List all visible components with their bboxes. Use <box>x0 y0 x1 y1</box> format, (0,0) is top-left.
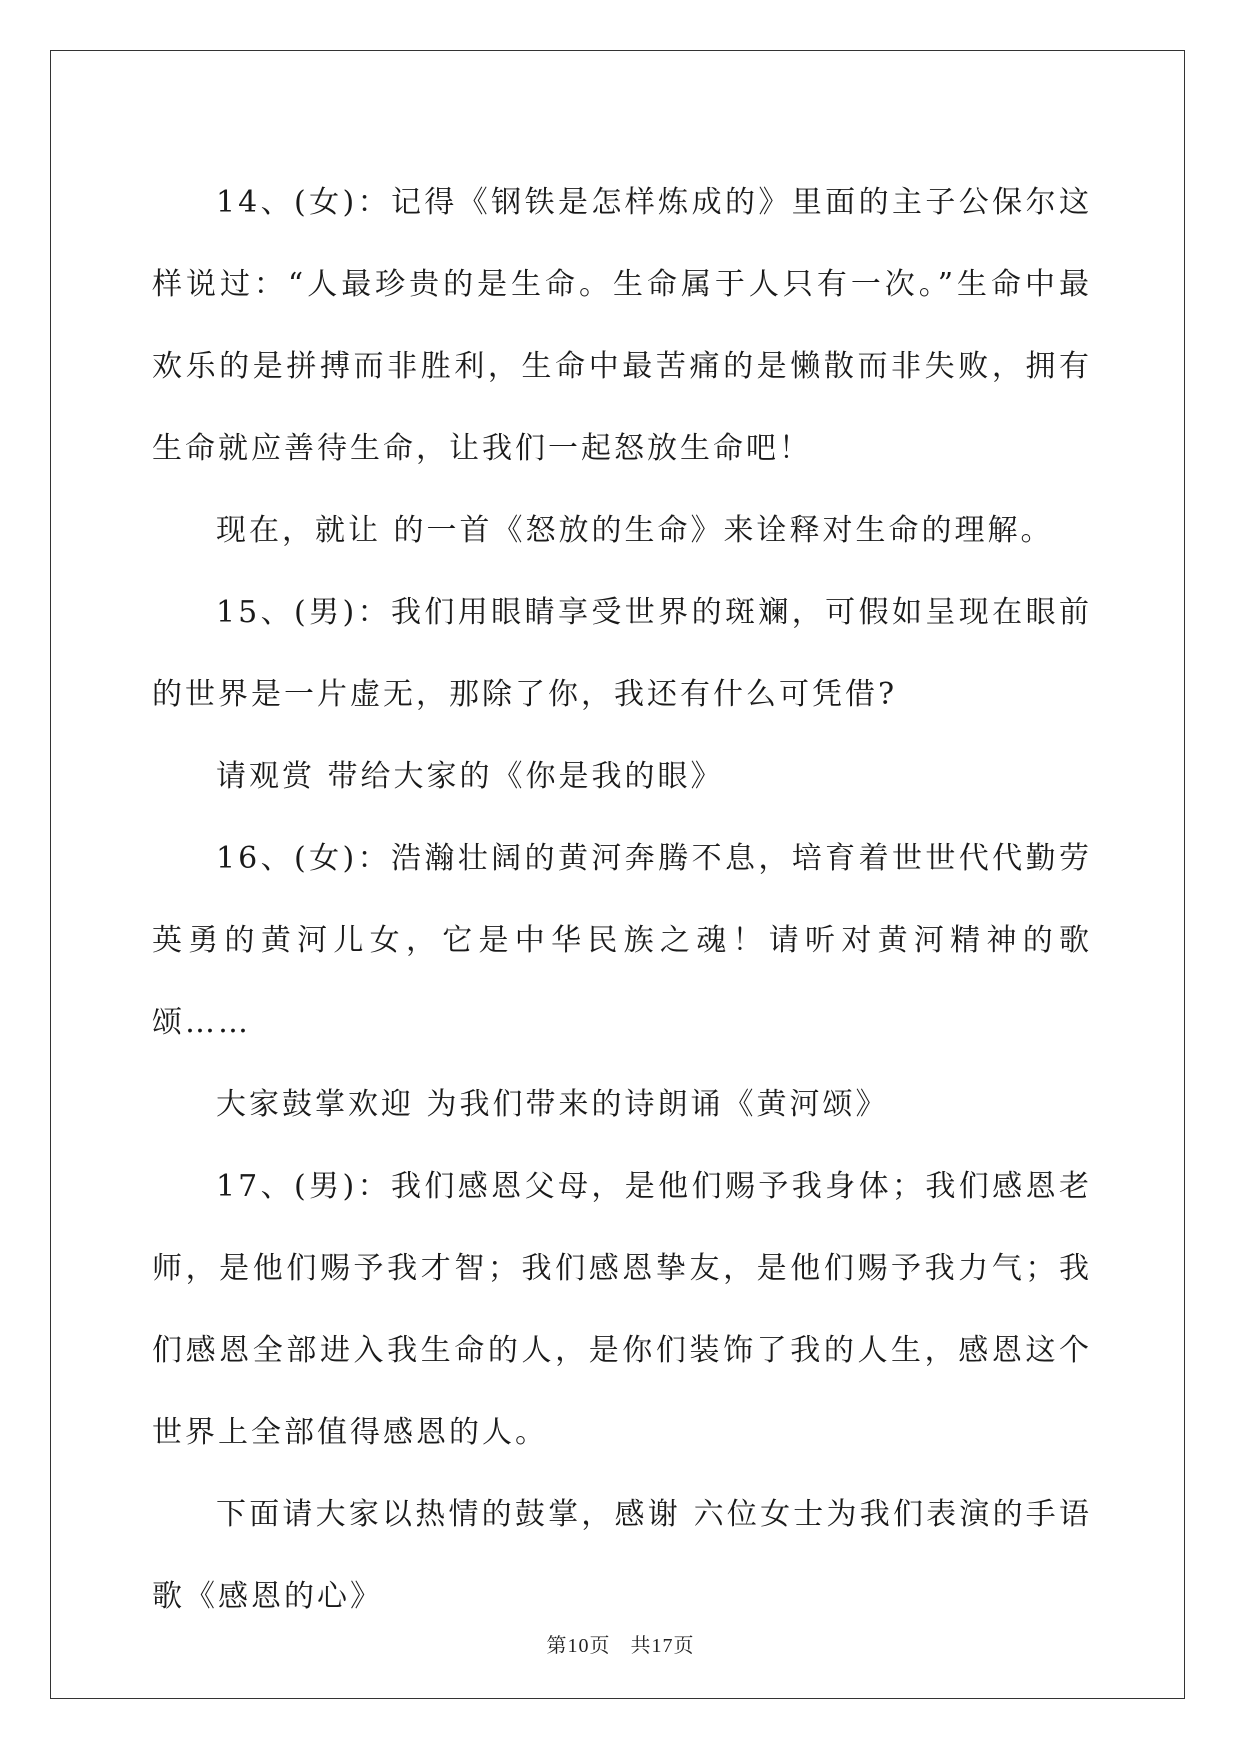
paragraph-intro-song-1: 现在，就让 的一首《怒放的生命》来诠释对生命的理解。 <box>216 513 1054 548</box>
paragraph-intro-poem: 大家鼓掌欢迎 为我们带来的诗朗诵《黄河颂》 <box>216 1087 889 1122</box>
paragraph-15: 15、(男)：我们用眼睛享受世界的斑斓，可假如呈现在眼前的世界是一片虚无，那除了你，我还有什么可凭借? <box>152 595 1092 712</box>
document-body <box>152 162 1092 1638</box>
paragraph-14: 14、(女)：记得《钢铁是怎样炼成的》里面的主子公保尔这样说过：“人最珍贵的是生命。生命属于人只有一次。”生命中最欢乐的是拼搏而非胜利，生命中最苦痛的是懒散而非失败，拥有生命就应善待生命，让我们一起怒放生命吧！ <box>152 185 1092 466</box>
paragraph-intro-sign-song: 下面请大家以热情的鼓掌，感谢 六位女士为我们表演的手语歌《感恩的心》 <box>152 1497 1092 1614</box>
paragraph-16: 16、(女)：浩瀚壮阔的黄河奔腾不息，培育着世世代代勤劳英勇的黄河儿女，它是中华民族之魂！请听对黄河精神的歌颂…… <box>152 841 1092 1040</box>
page-footer <box>0 1629 1241 1658</box>
paragraph-17: 17、(男)：我们感恩父母，是他们赐予我身体；我们感恩老师，是他们赐予我才智；我们感恩挚友，是他们赐予我力气；我们感恩全部进入我生命的人，是你们装饰了我的人生，感恩这个世界上全部值得感恩的人。 <box>152 1169 1092 1450</box>
page-total: 共17页 <box>630 1635 695 1657</box>
paragraph-intro-song-2: 请观赏 带给大家的《你是我的眼》 <box>216 759 724 794</box>
page-number: 第10页 <box>546 1635 611 1657</box>
